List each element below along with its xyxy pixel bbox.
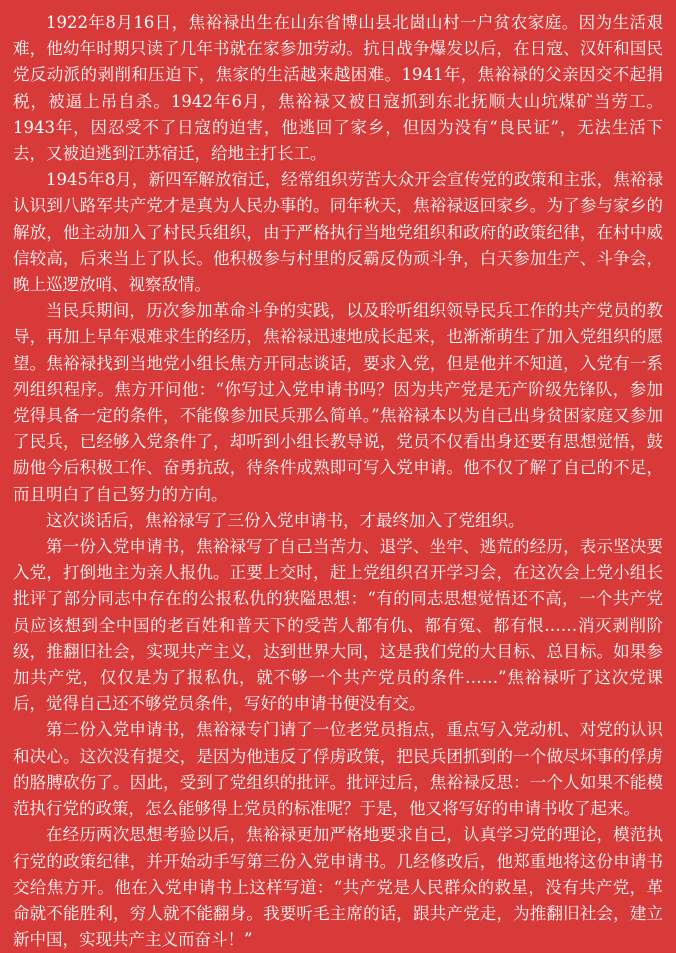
paragraph-4: 这次谈话后，焦裕禄写了三份入党申请书，才最终加入了党组织。 — [46, 510, 525, 530]
paragraph-2: 1945年8月，新四军解放宿迁，经常组织劳苦大众开会宣传党的政策和主张，焦裕禄认识到八路军共产党才是真为人民办事的。同年秋天，焦裕禄返回家乡。为了参与家乡的解放，他主动加入了村民兵组织，由于严格执行当地党组织和政府的政策纪律，在村中威信较高，后来当上了队长。他积极参与村里的反霸反伪顽斗争，白天参加生产、斗争会，晚上巡逻放哨、视察敌情。 — [13, 170, 663, 295]
article-body — [13, 10, 663, 953]
paragraph-5: 第一份入党申请书，焦裕禄写了自己当苦力、退学、坐牢、逃荒的经历，表示坚决要入党，打倒地主为亲人报仇。正要上交时，赶上党组织召开学习会，在这次会上党小组长批评了部分同志中存在的公报私仇的狭隘思想：“有的同志思想觉悟还不高，一个共产党员应该想到全中国的老百姓和普天下的受苦人都有仇、都有冤、都有恨……消灭剥削阶级，推翻旧社会，实现共产主义，达到世界大同，这是我们党的大目标、总目标。如果参加共产党，仅仅是为了报私仇，就不够一个共产党员的条件……”焦裕禄听了这次党课后，觉得自己还不够党员条件，写好的申请书便没有交。 — [13, 537, 663, 714]
paragraph-7: 在经历两次思想考验以后，焦裕禄更加严格地要求自己，认真学习党的理论，模范执行党的政策纪律，并开始动手写第三份入党申请书。几经修改后，他郑重地将这份申请书交给焦方开。他在入党申请书上这样写道：“共产党是人民群众的救星，没有共产党，革命就不能胜利，穷人就不能翻身。我要听毛主席的话，跟共产党走，为推翻旧社会，建立新中国，实现共产主义而奋斗！” — [13, 825, 663, 950]
paragraph-3: 当民兵期间，历次参加革命斗争的实践，以及聆听组织领导民兵工作的共产党员的教导，再加上早年艰难求生的经历，焦裕禄迅速地成长起来，也渐渐萌生了加入党组织的愿望。焦裕禄找到当地党小组长焦方开同志谈话，要求入党，但是他并不知道，入党有一系列组织程序。焦方开问他：“你写过入党申请书吗？因为共产党是无产阶级先锋队，参加党得具备一定的条件，不能像参加民兵那么简单。”焦裕禄本以为自己出身贫困家庭又参加了民兵，已经够入党条件了，却听到小组长教导说，党员不仅看出身还要有思想觉悟，鼓励他今后积极工作、奋勇抗敌，待条件成熟即可写入党申请。他不仅了解了自己的不足，而且明白了自己努力的方向。 — [13, 301, 663, 504]
paragraph-6: 第二份入党申请书，焦裕禄专门请了一位老党员指点，重点写入党动机、对党的认识和决心。这次没有提交，是因为他违反了俘虏政策，把民兵团抓到的一个做尽坏事的俘虏的胳膊砍伤了。因此，受到了党组织的批评。批评过后，焦裕禄反思：一个人如果不能模范执行党的政策，怎么能够得上党员的标准呢？于是，他又将写好的申请书收了起来。 — [13, 720, 663, 819]
paragraph-1: 1922年8月16日，焦裕禄出生在山东省博山县北崮山村一户贫农家庭。因为生活艰难，他幼年时期只读了几年书就在家参加劳动。抗日战争爆发以后，在日寇、汉奸和国民党反动派的剥削和压迫下，焦家的生活越来越困难。1941年，焦裕禄的父亲因交不起捐税，被逼上吊自杀。1942年6月，焦裕禄又被日寇抓到东北抚顺大山坑煤矿当劳工。1943年，因忍受不了日寇的迫害，他逃回了家乡，但因为没有“良民证”，无法生活下去，又被迫逃到江苏宿迁，给地主打长工。 — [13, 13, 663, 164]
